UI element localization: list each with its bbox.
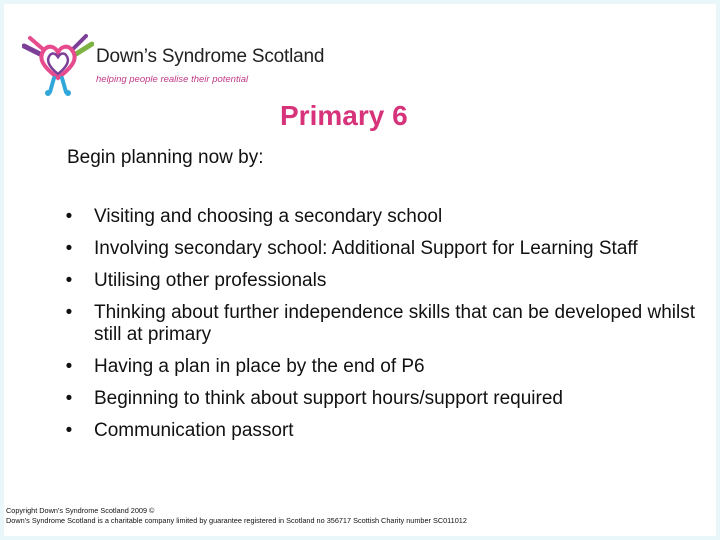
bullet-text: Visiting and choosing a secondary school xyxy=(94,206,443,227)
organization-logo xyxy=(18,18,348,104)
slide-title: Primary 6 xyxy=(280,100,408,131)
copyright-line: Copyright Down’s Syndrome Scotland 2009 © xyxy=(6,506,155,515)
slide xyxy=(4,4,716,536)
bullet-list xyxy=(59,206,699,452)
intro-text: Begin planning now by: xyxy=(67,147,264,168)
bullet-item xyxy=(59,302,699,346)
bullet-marker: • xyxy=(65,270,73,291)
bullet-marker: • xyxy=(65,238,73,259)
bullet-item xyxy=(59,270,699,292)
bullet-item xyxy=(59,206,699,228)
bullet-marker: • xyxy=(65,388,73,409)
bullet-text: Communication passort xyxy=(94,420,294,441)
heart-figure-icon xyxy=(22,26,94,98)
bullet-text: Thinking about further independence skills that can be developed whilst still at primary xyxy=(94,302,695,345)
bullet-text: Beginning to think about support hours/support required xyxy=(94,388,563,409)
copyright-footer xyxy=(6,506,467,525)
charity-registration-line: Down’s Syndrome Scotland is a charitable company limited by guarantee registered in Scotland no 356717 Scottish Charity number SC011012 xyxy=(6,515,467,525)
bullet-item xyxy=(59,388,699,410)
bullet-marker: • xyxy=(65,206,73,227)
logo-wordmark: Down’s Syndrome Scotland xyxy=(96,46,325,67)
logo-tagline: helping people realise their potential xyxy=(96,74,249,85)
bullet-marker: • xyxy=(65,356,73,377)
bullet-item xyxy=(59,420,699,442)
bullet-item xyxy=(59,356,699,378)
bullet-marker: • xyxy=(65,420,73,441)
bullet-text: Utilising other professionals xyxy=(94,270,327,291)
bullet-item xyxy=(59,238,699,260)
bullet-text: Involving secondary school: Additional Support for Learning Staff xyxy=(94,238,638,259)
bullet-marker: • xyxy=(65,302,73,323)
bullet-text: Having a plan in place by the end of P6 xyxy=(94,356,425,377)
